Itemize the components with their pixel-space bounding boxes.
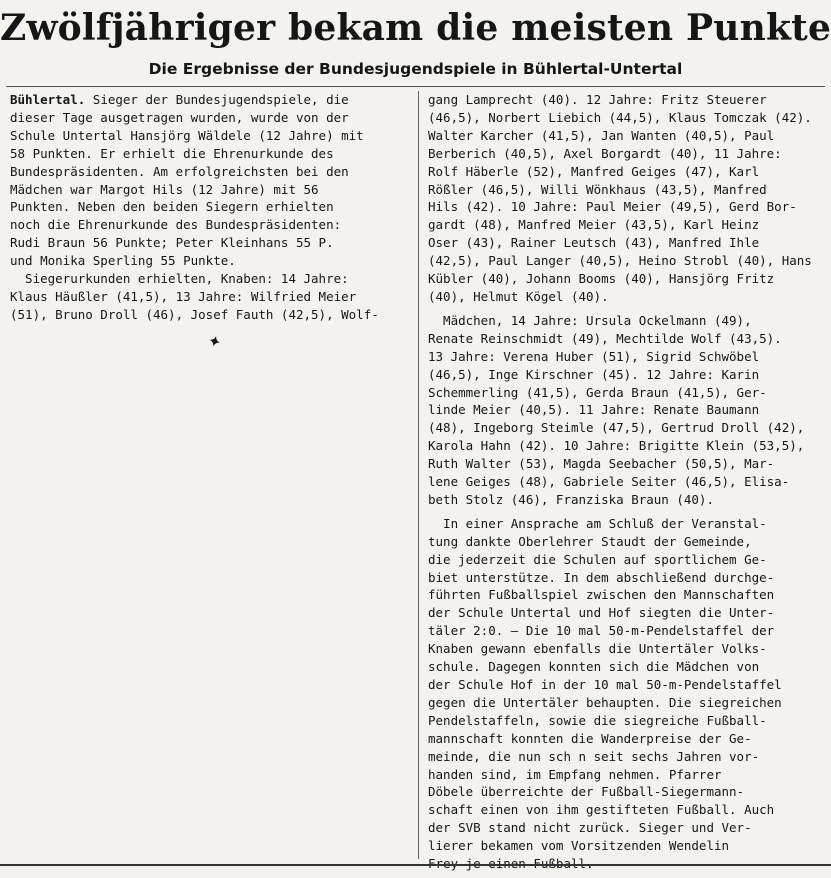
paragraph-girls-results: Mädchen, 14 Jahre: Ursula Ockelmann (49), Renate Reinschmidt (49), Mechtilde Wolf (43,5). 13 Jahre: Verena Huber (51), Sigrid Schwöbel (46,5), Inge Kirschner (45). 12 Jahre: Karin Schemmerling (41,5), Gerda Braun (41,5), Ger- linde Meier (40,5). 11 Jahre: Renate Baumann (48), Ingeborg Steimle (47,5), Gertrud Droll (42), Karola Hahn (42). 10 Jahre: Brigitte Klein (53,5), Ruth Walter (53), Magda Seebacher (50,5), Mar- lene Geiges (48), Gabriele Seiter (46,5), Elisa- beth Stolz (46), Franziska Braun (40). [428, 312, 805, 507]
top-rule [6, 86, 825, 87]
paragraph-boys-results: Siegerurkunden erhielten, Knaben: 14 Jahre: Klaus Häußler (41,5), 13 Jahre: Wilfried Meier (51), Bruno Droll (46), Josef Fauth (42,5), Wolf- [10, 271, 379, 322]
paragraph-intro [10, 91, 413, 270]
right-column [428, 91, 826, 873]
paragraph-intro-text: Sieger der Bundesjugendspiele, die dieser Tage ausgetragen wurden, wurde von der Schule Untertal Hansjörg Wäldele (12 Jahre) mit 58 Punkten. Er erhielt die Ehrenurkunde des Bundespräsidenten. Am erfolgreichsten bei den Mädchen war Margot Hils (12 Jahre) mit 56 Punkten. Neben den beiden Siegern erhielten noch die Ehrenurkunde des Bundespräsidenten: Rudi Braun 56 Punkte; Peter Kleinhans 55 P. und Monika Sperling 55 Punkte. [10, 92, 364, 269]
dateline: Bühlertal. [10, 92, 86, 107]
paragraph-boys-continued: gang Lamprecht (40). 12 Jahre: Fritz Steuerer (46,5), Norbert Liebich (44,5), Klaus Tomczak (42). Walter Karcher (41,5), Jan Wanten (40,5), Paul Berberich (40,5), Axel Borgardt (40), 11 Jahre: Rolf Häberle (52), Manfred Geiges (47), Karl Rößler (46,5), Willi Wönkhaus (43,5), Manfred Hils (42). 10 Jahre: Paul Meier (49,5), Gerd Bor- gardt (48), Manfred Meier (43,5), Karl Heinz Oser (43), Rainer Leutsch (43), Manfred Ihle (42,5), Paul Langer (40,5), Heino Strobl (40), Hans Kübler (40), Johann Booms (40), Hansjörg Fritz (40), Helmut Kögel (40). [428, 92, 812, 304]
article-headline: Zwölfjähriger bekam die meisten Punkte [0, 7, 831, 49]
article-subheadline: Die Ergebnisse der Bundesjugendspiele in Bühlertal-Untertal [148, 60, 683, 78]
left-column [10, 91, 413, 324]
bottom-rule [0, 864, 831, 866]
print-speck: ✦ [205, 330, 224, 353]
paragraph-closing: In einer Ansprache am Schluß der Veranstal- tung dankte Oberlehrer Staudt der Gemeinde, die jederzeit die Schulen auf sportlichem Ge- biet unterstütze. In dem abschließend durchge- führten Fußballspiel zwischen den Mannschaften der Schule Untertal und Hof siegten die Unter- täler 2:0. — Die 10 mal 50-m-Pendelstaffel der Knaben gewann ebenfalls die Untertäler Volks- schule. Dagegen konnten sich die Mädchen von der Schule Hof in der 10 mal 50-m-Pendelstaffel gegen die Untertäler behaupten. Die siegreichen Pendelstaffeln, sowie die siegreiche Fußball- mannschaft konnten die Wanderpreise der Ge- meinde, die nun sch n seit sechs Jahren vor- handen sind, im Empfang nehmen. Pfarrer Döbele überreichte der Fußball-Siegermann- schaft einen von ihm gestifteten Fußball. Auch der SVB stand nicht zurück. Sieger und Ver- lierer bekamen vom Vorsitzenden Wendelin Frey je einen Fußball. [428, 515, 782, 872]
column-divider [418, 91, 419, 859]
